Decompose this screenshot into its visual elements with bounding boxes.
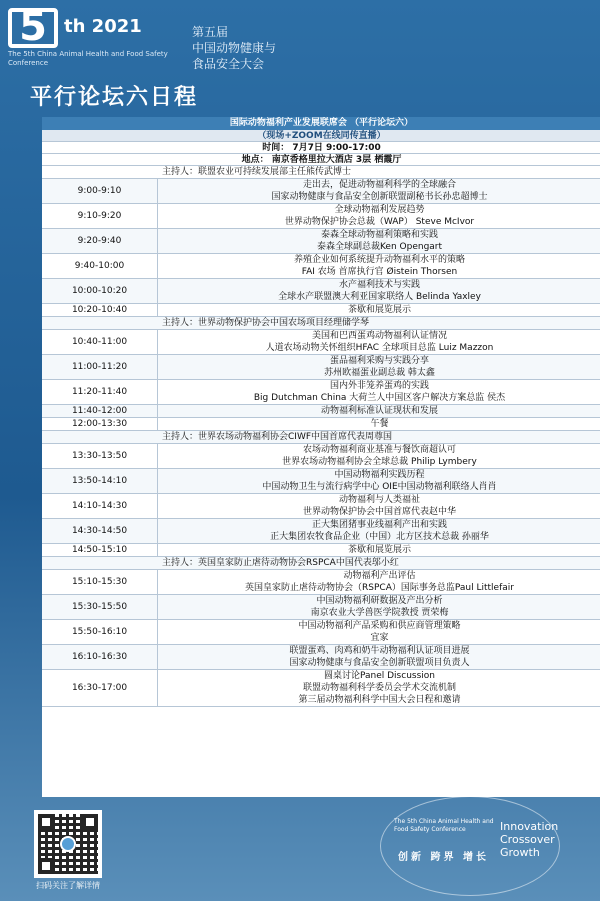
- session-speaker: 泰森全球副总裁Ken Opengart: [316, 242, 443, 252]
- qr-logo-icon: [60, 836, 76, 852]
- session-speaker: 国家动物健康与食品安全创新联盟副秘书长孙忠超博士: [271, 192, 488, 202]
- session-content: [158, 304, 600, 316]
- session-content: [42, 557, 600, 569]
- tagline-word: Innovation: [500, 820, 559, 833]
- schedule-row: [42, 519, 600, 544]
- session-speaker: 国家动物健康与食品安全创新联盟项目负责人: [289, 658, 470, 668]
- session-content: [158, 620, 600, 644]
- schedule-row: [42, 229, 600, 254]
- session-content: [158, 380, 600, 404]
- qr-finder: [38, 814, 54, 830]
- session-time: 9:00-9:10: [42, 179, 158, 203]
- session-speaker: 联盟动物福利科学委员会学术交流机制: [302, 683, 456, 693]
- qr-caption: 扫码关注了解详情: [36, 881, 100, 890]
- forum-subtitle: （现场+ZOOM在线同传直播）: [42, 130, 600, 142]
- session-title: 中国动物福利研数据及产出分析: [316, 596, 443, 606]
- session-time: 13:50-14:10: [42, 469, 158, 493]
- session-title: 动物福利标准认证现状和发展: [320, 406, 438, 416]
- logo-year: th 2021: [64, 16, 142, 37]
- session-title: 茶歇和展览展示: [347, 545, 411, 555]
- session-content: [158, 254, 600, 278]
- schedule-row: [42, 330, 600, 355]
- session-content: [158, 444, 600, 468]
- session-speaker: Big Dutchman China 大荷兰人中国区客户解决方案总监 侯杰: [253, 393, 506, 403]
- qr-finder: [82, 814, 98, 830]
- session-title: 走出去，促进动物福利科学的全球融合: [302, 180, 456, 190]
- tagline-word: Crossover: [500, 833, 555, 846]
- session-title: 茶歇和展览展示: [347, 305, 411, 315]
- schedule-row: [42, 380, 600, 405]
- session-content: [42, 166, 600, 178]
- schedule-row: [42, 254, 600, 279]
- forum-title: 国际动物福利产业发展联席会 （平行论坛六）: [42, 117, 600, 130]
- session-content: [158, 229, 600, 253]
- session-title: 水产福利技术与实践: [338, 280, 420, 290]
- session-content: [158, 330, 600, 354]
- session-content: [42, 317, 600, 329]
- session-title: 主持人：英国皇家防止虐待动物协会RSPCA中国代表邬小红: [162, 558, 399, 568]
- session-title: 泰森全球动物福利策略和实践: [320, 230, 438, 240]
- session-speaker: FAI 农场 首席执行官 Øistein Thorsen: [301, 267, 458, 277]
- session-speaker: 世界农场动物福利协会全球总裁 Philip Lymbery: [282, 457, 477, 467]
- schedule-row: [42, 494, 600, 519]
- schedule-row: [42, 204, 600, 229]
- session-content: [158, 279, 600, 303]
- session-title: 动物福利与人类福祉: [338, 495, 420, 505]
- session-speaker: 宜家: [370, 633, 389, 643]
- forum-time: 时间： 7月7日 9:00-17:00: [42, 142, 600, 154]
- session-time: 10:40-11:00: [42, 330, 158, 354]
- schedule-row: [42, 595, 600, 620]
- host-row: [42, 317, 600, 330]
- conference-cn-line: 食品安全大会: [192, 57, 265, 71]
- session-content: [158, 570, 600, 594]
- session-content: [158, 519, 600, 543]
- qr-code[interactable]: [34, 810, 102, 878]
- session-content: [158, 645, 600, 669]
- session-title: 圆桌讨论Panel Discussion: [323, 671, 435, 681]
- session-content: [158, 544, 600, 556]
- session-time: 11:00-11:20: [42, 355, 158, 379]
- session-title: 联盟蛋鸡、肉鸡和奶牛动物福利认证项目进展: [289, 646, 470, 656]
- session-time: 11:40-12:00: [42, 405, 158, 417]
- session-time: 14:30-14:50: [42, 519, 158, 543]
- session-speaker: 第三届动物福利科学中国大会日程和邀请: [298, 695, 461, 705]
- session-content: [42, 431, 600, 443]
- session-speaker: 英国皇家防止虐待动物协会（RSPCA）国际事务总监Paul Littlefair: [245, 583, 514, 593]
- session-time: 12:00-13:30: [42, 418, 158, 430]
- session-time: 16:10-16:30: [42, 645, 158, 669]
- session-title: 主持人：世界农场动物福利协会CIWF中国首席代表周尊国: [162, 432, 393, 442]
- schedule-row: [42, 304, 600, 317]
- session-time: 9:20-9:40: [42, 229, 158, 253]
- session-speaker: 苏州欧福蛋业副总裁 韩太鑫: [324, 368, 435, 378]
- session-speaker: 全球水产联盟澳大利亚国家联络人 Belinda Yaxley: [278, 292, 481, 302]
- tagline-word: Growth: [500, 846, 540, 859]
- session-title: 美国和巴西蛋鸡动物福利认证情况: [311, 331, 447, 341]
- conference-cn-line: 第五届: [192, 25, 229, 39]
- session-time: 10:20-10:40: [42, 304, 158, 316]
- session-content: [158, 494, 600, 518]
- session-title: 主持人：联盟农业可持续发展部主任熊传武博士: [162, 167, 352, 177]
- session-content: [158, 595, 600, 619]
- conference-cn-line: 中国动物健康与: [192, 41, 277, 55]
- conference-logo: 5: [8, 8, 58, 48]
- session-time: 9:40-10:00: [42, 254, 158, 278]
- session-speaker: 世界动物保护协会中国首席代表赵中华: [302, 507, 456, 517]
- conference-chinese-name: [192, 24, 276, 72]
- session-content: [158, 204, 600, 228]
- logo-english-name: The 5th China Animal Health and Food Safety Conference: [8, 50, 168, 67]
- forum-place: 地点： 南京香格里拉大酒店 3层 栖霞厅: [42, 154, 600, 166]
- session-title: 中国动物福利实践历程: [334, 470, 425, 480]
- session-time: 10:00-10:20: [42, 279, 158, 303]
- session-content: [158, 418, 600, 430]
- session-title: 正大集团猪事业线福利产出和实践: [311, 520, 447, 530]
- session-time: 15:30-15:50: [42, 595, 158, 619]
- session-speaker: 南京农业大学兽医学院教授 贾荣梅: [310, 608, 449, 618]
- session-title: 主持人：世界动物保护协会中国农场项目经理储学琴: [162, 318, 370, 328]
- session-content: [158, 405, 600, 417]
- session-title: 中国动物福利产品采购和供应商管理策略: [298, 621, 461, 631]
- session-speaker: 人道农场动物关怀组织HFAC 全球项目总监 Luiz Mazzon: [265, 343, 494, 353]
- schedule-row: [42, 620, 600, 645]
- schedule-row: [42, 355, 600, 380]
- session-speaker: 正大集团农牧食品企业（中国）北方区技术总裁 孙丽华: [270, 532, 489, 542]
- schedule-row: [42, 570, 600, 595]
- session-title: 动物福利产出评估: [343, 571, 416, 581]
- schedule-row: [42, 418, 600, 431]
- session-time: 9:10-9:20: [42, 204, 158, 228]
- session-content: [158, 355, 600, 379]
- session-title: 国内外非笼养蛋鸡的实践: [329, 381, 429, 391]
- schedule-row: [42, 544, 600, 557]
- footer-conference-english: The 5th China Animal Health and Food Safety Conference: [394, 818, 494, 833]
- host-row: [42, 166, 600, 179]
- schedule-row: [42, 670, 600, 707]
- schedule-row: [42, 405, 600, 418]
- host-row: [42, 557, 600, 570]
- qr-pattern: [38, 814, 98, 874]
- session-time: 14:50-15:10: [42, 544, 158, 556]
- session-speaker: 世界动物保护协会总裁（WAP） Steve McIvor: [284, 217, 475, 227]
- page-title: 平行论坛六日程: [30, 85, 199, 110]
- schedule-row: [42, 279, 600, 304]
- session-title: 蛋品福利采购与实践分享: [329, 356, 429, 366]
- footer-tagline-chinese: 创新 跨界 增长: [398, 852, 489, 863]
- schedule-table: [42, 117, 600, 797]
- header: [0, 0, 600, 115]
- footer-tagline-english: [500, 820, 558, 859]
- session-time: 13:30-13:50: [42, 444, 158, 468]
- session-content: [158, 670, 600, 706]
- schedule-row: [42, 444, 600, 469]
- session-content: [158, 469, 600, 493]
- schedule-row: [42, 469, 600, 494]
- qr-finder: [38, 858, 54, 874]
- session-title: 养殖企业如何系统提升动物福利水平的策略: [293, 255, 465, 265]
- session-time: 15:50-16:10: [42, 620, 158, 644]
- host-row: [42, 431, 600, 444]
- session-title: 全球动物福利发展趋势: [334, 205, 425, 215]
- session-time: 16:30-17:00: [42, 670, 158, 706]
- session-title: 农场动物福利商业基准与餐饮商超认可: [302, 445, 456, 455]
- schedule-row: [42, 645, 600, 670]
- session-speaker: 中国动物卫生与流行病学中心 OIE中国动物福利联络人肖肖: [262, 482, 497, 492]
- session-content: [158, 179, 600, 203]
- session-title: 午餐: [370, 419, 389, 429]
- session-time: 15:10-15:30: [42, 570, 158, 594]
- session-time: 11:20-11:40: [42, 380, 158, 404]
- schedule-row: [42, 179, 600, 204]
- schedule-rows: [42, 166, 600, 707]
- session-time: 14:10-14:30: [42, 494, 158, 518]
